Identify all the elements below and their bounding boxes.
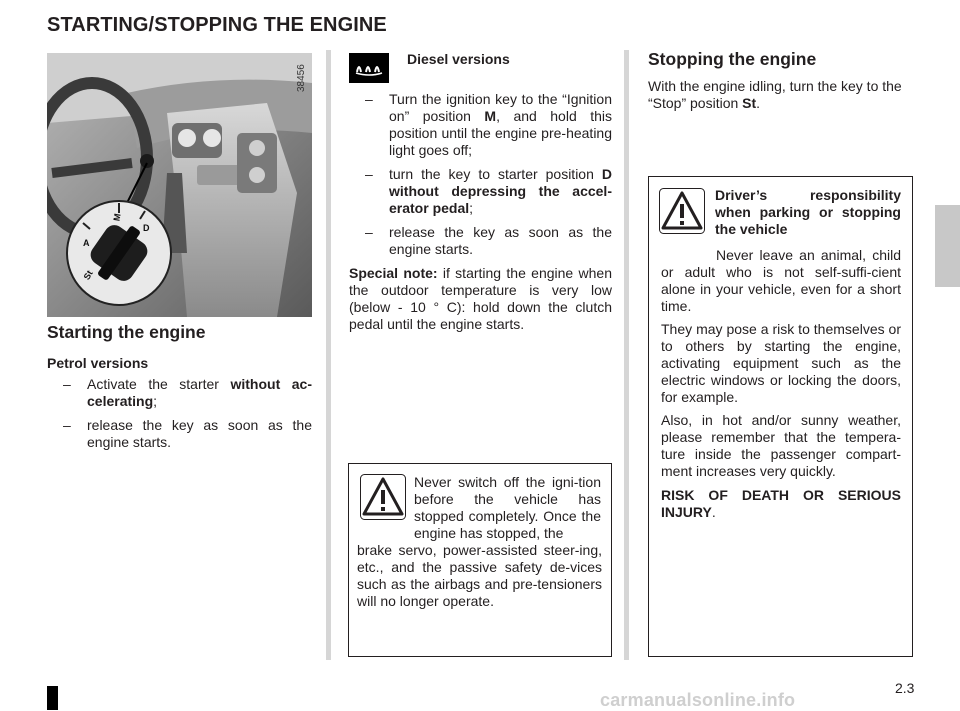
dial-label-m: M bbox=[111, 212, 123, 222]
warning-box-ignition bbox=[348, 463, 612, 657]
subheading-petrol: Petrol versions bbox=[47, 355, 149, 371]
warning-responsibility-p1: Never leave an animal, child or adult who is not self-suffi-cient alone in your vehicle, even for a short time. bbox=[661, 247, 901, 314]
warning-triangle-icon bbox=[360, 474, 406, 520]
stopping-paragraph: With the engine idling, turn the key to the “Stop” position St. bbox=[648, 78, 902, 111]
special-note: Special note: if starting the engine when the outdoor temperature is very low (below - 10 ° C): hold down the clutch pedal until the engine starts. bbox=[349, 265, 612, 332]
column-divider bbox=[624, 50, 629, 660]
section-tab bbox=[935, 205, 960, 287]
dial-label-d: D bbox=[143, 223, 150, 233]
dial-label-a: A bbox=[83, 238, 90, 248]
section-heading-stopping: Stopping the engine bbox=[648, 49, 817, 69]
footer-watermark: carmanualsonline.info bbox=[600, 690, 796, 710]
diesel-versions-label: Diesel versions bbox=[407, 51, 510, 67]
figure-reference: 38456 bbox=[296, 64, 307, 92]
section-heading-starting: Starting the engine bbox=[47, 322, 206, 342]
list-item: – turn the key to starter position D without depressing the accel-erator pedal; bbox=[365, 166, 612, 216]
warning-triangle-icon bbox=[659, 188, 705, 234]
list-item: – Turn the ignition key to the “Ignition on” position M, and hold this position until the engine pre-heating light goes off; bbox=[365, 91, 612, 158]
warning-ignition-lead: Never switch off the igni-tion before the vehicle has stopped completely. Once the engine has stopped, the bbox=[414, 474, 601, 541]
dial-label-st: St bbox=[81, 268, 95, 282]
dashboard-illustration bbox=[47, 53, 312, 317]
page-title: STARTING/STOPPING THE ENGINE bbox=[47, 14, 387, 36]
list-item: – Activate the starter without ac-celerating; bbox=[63, 376, 312, 409]
warning-box-responsibility bbox=[648, 176, 913, 657]
page-number: 2.3 bbox=[895, 680, 915, 696]
column-divider bbox=[326, 50, 331, 660]
warning-ignition-body: brake servo, power-assisted steer-ing, etc., and the passive safety de-vices such as the airbags and pre-tensioners will no longer operate. bbox=[357, 542, 602, 609]
warning-responsibility-p3: Also, in hot and/or sunny weather, please remember that the tempera-ture inside the passenger compart-ment increases very quickly. bbox=[661, 412, 901, 479]
warning-responsibility-p2: They may pose a risk to themselves or to others by starting the engine, activating equipment such as the electric windows or locking the doors, for example. bbox=[661, 321, 901, 405]
list-item: – release the key as soon as the engine starts. bbox=[63, 417, 312, 450]
warning-responsibility-title: Driver’s responsibility when parking or stopping the vehicle bbox=[715, 187, 901, 237]
list-item: – release the key as soon as the engine starts. bbox=[365, 224, 612, 257]
diesel-preheat-icon bbox=[349, 53, 389, 83]
warning-responsibility-p4: RISK OF DEATH OR SERIOUS INJURY. bbox=[661, 487, 901, 520]
corner-mark bbox=[47, 686, 58, 710]
dashboard-photo bbox=[47, 53, 312, 317]
